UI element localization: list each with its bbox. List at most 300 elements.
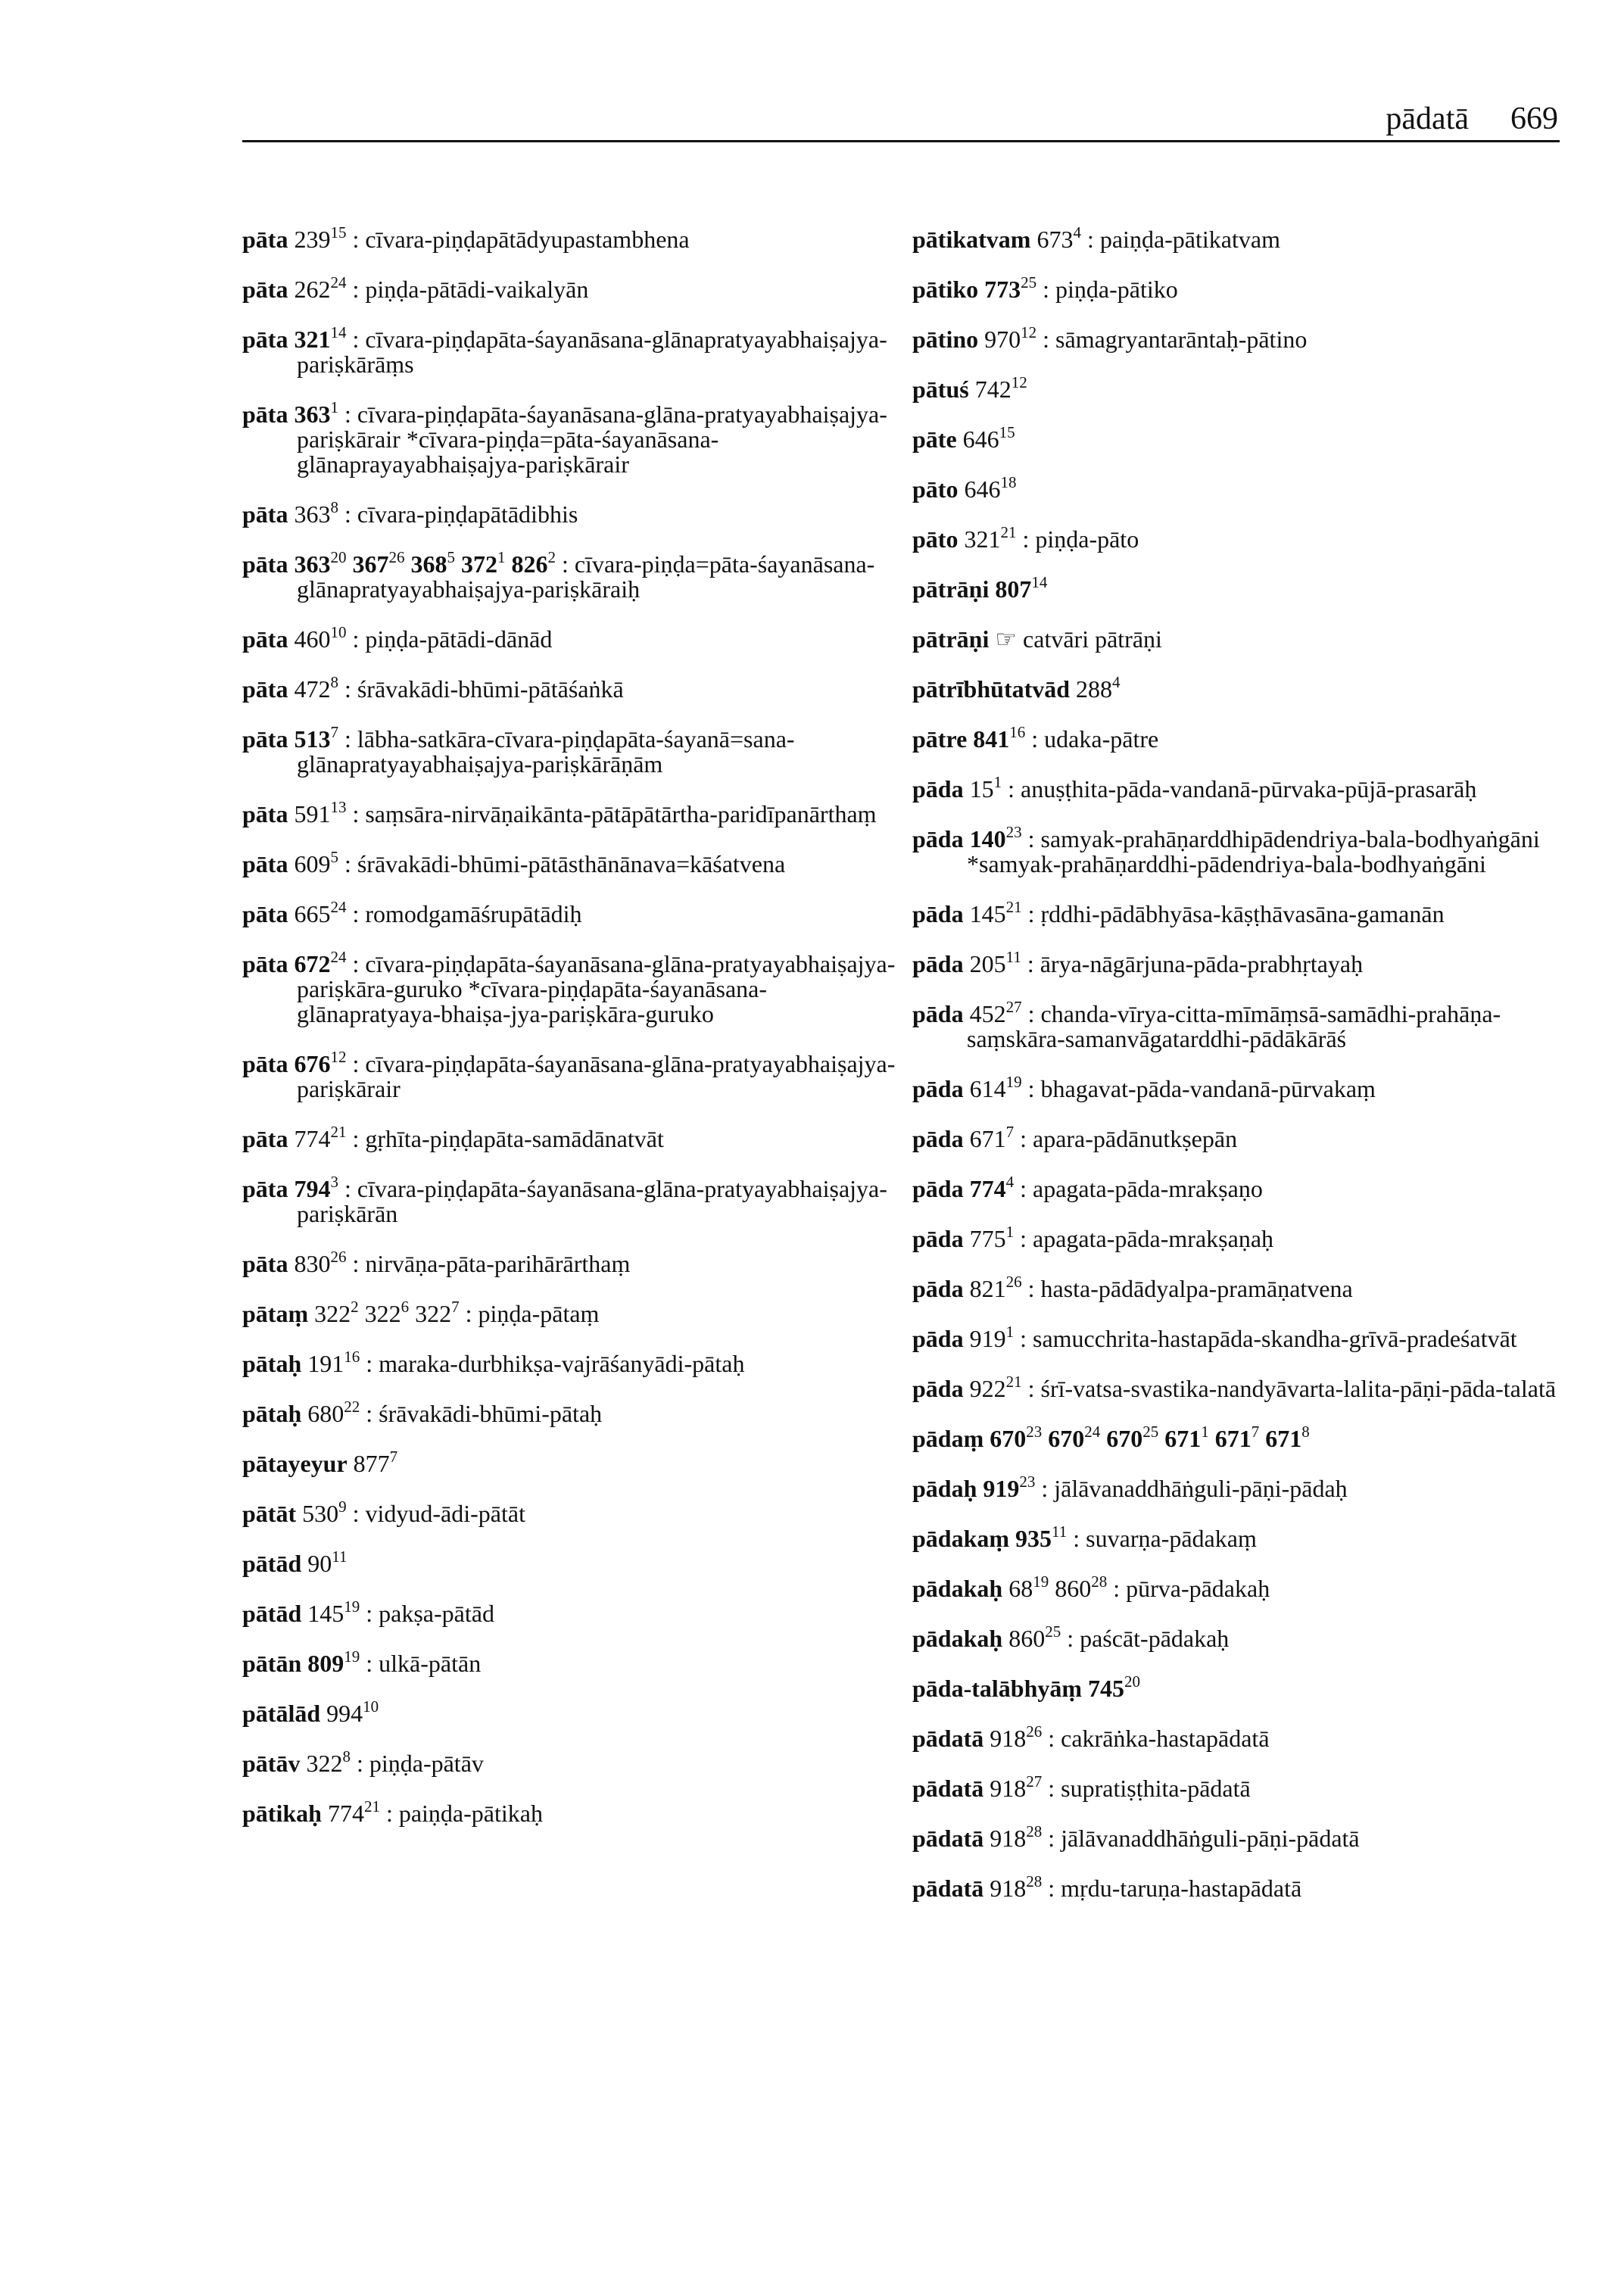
index-entry: pāda $671^7$ : apara-pādānutkṣepān: [912, 1123, 1238, 1152]
citation-text: piṇḍa-pātiko: [1055, 276, 1178, 303]
citation-text: ārya-nāgārjuna-pāda-prabhṛtayaḥ: [1040, 950, 1364, 977]
index-column-right: [912, 223, 1594, 1926]
citation-text: samyak-prahāṇarddhipādendriya-bala-bodhyaṅgāni *samyak-prahāṇarddhi-pādendriya-bala-bodhyaṅgāni: [967, 825, 1540, 877]
index-entry: [912, 373, 1594, 403]
line-number-superscript: 19: [1033, 1572, 1049, 1591]
citation-text: nirvāṇa-pāta-parihārārthaṃ: [365, 1250, 631, 1277]
index-entry: pādakaḥ $860^{25}$ : paścāt-pādakaḥ: [912, 1622, 1230, 1652]
line-number-superscript: 26: [1026, 1722, 1043, 1741]
citation-text: pakṣa-pātād: [379, 1600, 494, 1627]
headword: pāta: [242, 326, 288, 353]
headword: pāto: [912, 525, 959, 553]
line-number-superscript: 15: [330, 223, 347, 242]
headword: pāto: [912, 475, 959, 503]
citation-text: piṇḍa-pāto: [1035, 525, 1139, 553]
index-entry: pātaḥ $680^{22}$ : śrāvakādi-bhūmi-pātaḥ: [242, 1398, 603, 1427]
citation-text: cīvara-piṇḍapātādyupastambhena: [365, 226, 690, 253]
line-number-superscript: 19: [344, 1647, 360, 1666]
index-entry: [912, 1672, 1594, 1702]
index-entry: pāta $609^5$ : śrāvakādi-bhūmi-pātāsthānānava=kāśatvena: [242, 848, 786, 877]
citation-text: śrāvakādi-bhūmi-pātāśaṅkā: [357, 675, 624, 703]
headword: pātayeyur: [242, 1450, 348, 1477]
citation-text: pūrva-pādakaḥ: [1126, 1575, 1270, 1602]
citation-text: piṇḍa-pātādi-vaikalyān: [365, 276, 589, 303]
index-entry: pāta $262^{24}$ : piṇḍa-pātādi-vaikalyān: [242, 273, 589, 303]
line-number-superscript: 16: [344, 1348, 360, 1366]
index-entry: pāda $205^{11}$ : ārya-nāgārjuna-pāda-prabhṛtayaḥ: [912, 948, 1364, 977]
page-number: 669: [1510, 101, 1558, 136]
page-reference: $288^4$: [1076, 673, 1121, 703]
page-reference: $994^{10}$: [326, 1697, 379, 1727]
citation-text: cakrāṅka-hastapādatā: [1061, 1725, 1270, 1752]
index-entry: pāda $821^{26}$ : hasta-pādādyalpa-pramāṇatvena: [912, 1273, 1353, 1302]
headword: pādatā: [912, 1825, 984, 1852]
citation-text: cīvara-piṇḍapāta-śayanāsana-glāna-pratyayabhaiṣajya-pariṣkārair: [297, 1050, 896, 1102]
headword: pāta: [242, 1050, 288, 1077]
headword: pātaḥ: [242, 1400, 302, 1427]
citation-text: śrī-vatsa-svastika-nandyāvarta-lalita-pāṇi-pāda-talatā: [1040, 1375, 1557, 1402]
line-number-superscript: 13: [330, 798, 347, 816]
headword: pāta: [242, 625, 288, 653]
headword: pātrībhūtatvād: [912, 675, 1071, 703]
headword: pātikaḥ: [242, 1800, 322, 1827]
line-number-superscript: 24: [1084, 1423, 1101, 1441]
citation-text: chanda-vīrya-citta-mīmāṃsā-samādhi-prahāṇa-saṃskāra-samanvāgatarddhi-pādākārāś: [967, 1000, 1501, 1052]
index-entry: pātāv $322^8$ : piṇḍa-pātāv: [242, 1747, 484, 1777]
citation-text: sāmagryantarāntaḥ-pātino: [1055, 326, 1308, 353]
line-number-superscript: 11: [1005, 948, 1021, 966]
index-entry: [912, 473, 1594, 503]
headword: pāta: [242, 1250, 288, 1277]
index-entry: pādatā $918^{26}$ : cakrāṅka-hastapādatā: [912, 1722, 1270, 1752]
line-number-superscript: 7: [1251, 1423, 1260, 1441]
line-number-superscript: 23: [1019, 1473, 1036, 1491]
page-reference: $322^6$: [364, 1298, 410, 1327]
page-reference: $646^{18}$: [964, 473, 1017, 503]
citation-text: samucchrita-hastapāda-skandha-grīvā-pradeśatvāt: [1032, 1325, 1517, 1352]
line-number-superscript: 28: [1091, 1572, 1108, 1591]
index-entry: pāda $775^1$ : apagata-pāda-mrakṣaṇaḥ: [912, 1223, 1274, 1252]
headword: pāta: [242, 550, 288, 578]
headword: pāda: [912, 1075, 964, 1102]
line-number-superscript: 26: [330, 1248, 347, 1266]
line-number-superscript: 12: [330, 1048, 347, 1066]
page-header: [242, 95, 1560, 142]
index-entry: pātre $841^{16}$ : udaka-pātre: [912, 723, 1159, 753]
citation-text: ulkā-pātān: [379, 1650, 482, 1677]
page-reference: $321^{21}$: [964, 523, 1017, 553]
page-reference: $646^{15}$: [962, 423, 1015, 453]
line-number-superscript: 19: [1005, 1073, 1022, 1091]
citation-text: udaka-pātre: [1044, 725, 1159, 753]
line-number-superscript: 27: [1005, 998, 1022, 1016]
citation-text: cīvara-piṇḍapāta-śayanāsana-glānapratyayabhaiṣajya-pariṣkārāṃs: [297, 326, 887, 378]
page-reference: $919^{23}$: [983, 1473, 1036, 1502]
line-number-superscript: 8: [330, 498, 338, 516]
citation-text: romodgamāśrupātādiḥ: [365, 900, 582, 927]
index-entry: pāta $460^{10}$ : piṇḍa-pātādi-dānād: [242, 623, 553, 653]
headword: pātre: [912, 725, 968, 753]
line-number-superscript: 24: [330, 898, 347, 916]
index-entry: pāto $321^{21}$ : piṇḍa-pāto: [912, 523, 1139, 553]
line-number-superscript: 1: [1005, 1323, 1015, 1341]
headword: pāta: [242, 401, 288, 428]
headword: pāda: [912, 1275, 964, 1302]
page-reference: $673^4$: [1036, 223, 1081, 253]
headword: pātāv: [242, 1750, 301, 1777]
line-number-superscript: 20: [1124, 1672, 1141, 1691]
line-number-superscript: 25: [1045, 1622, 1061, 1641]
index-entry: pādaḥ $919^{23}$ : jālāvanaddhāṅguli-pāṇi-pādaḥ: [912, 1473, 1348, 1502]
line-number-superscript: 26: [1005, 1273, 1022, 1291]
page-reference: $367^{26}$: [352, 548, 405, 578]
index-entry: pātikatvam $673^4$ : paiṇḍa-pātikatvam: [912, 223, 1280, 253]
line-number-superscript: 12: [1011, 373, 1027, 391]
headword: pātaḥ: [242, 1350, 302, 1377]
line-number-superscript: 7: [389, 1448, 398, 1466]
index-entry: pāta $513^7$ : lābha-satkāra-cīvara-piṇḍapāta-śayanā=sana-glānapratyayabhaiṣajya-pariṣkārāṇām: [242, 723, 795, 778]
line-number-superscript: 18: [1000, 473, 1017, 491]
citation-text: maraka-durbhikṣa-vajrāśanyādi-pātaḥ: [379, 1350, 745, 1377]
headword: pāta: [242, 276, 288, 303]
citation-text: śrāvakādi-bhūmi-pātāsthānānava=kāśatvena: [357, 850, 786, 877]
headword: pāta: [242, 1125, 288, 1152]
line-number-superscript: 6: [401, 1298, 410, 1316]
citation-text: piṇḍa-pātāv: [369, 1750, 484, 1777]
page-reference: $262^{24}$: [294, 273, 347, 303]
index-entry: pādakaḥ $68^{19}$ $860^{28}$ : pūrva-pādakaḥ: [912, 1572, 1270, 1602]
page-reference: $918^{26}$: [990, 1722, 1043, 1752]
page-reference: $841^{16}$: [973, 723, 1026, 753]
index-entry: pāta $591^{13}$ : saṃsāra-nirvāṇaikānta-pātāpātārtha-paridīpanārthaṃ: [242, 798, 877, 828]
citation-text: cīvara-piṇḍapātādibhis: [357, 500, 578, 528]
line-number-superscript: 24: [330, 948, 347, 966]
page-reference: $15^1$: [969, 773, 1002, 803]
line-number-superscript: 23: [1026, 1423, 1043, 1441]
headword: pādakaḥ: [912, 1625, 1003, 1652]
page-reference: $460^{10}$: [294, 623, 347, 653]
pointing-hand-icon: ☞: [995, 625, 1018, 653]
line-number-superscript: 25: [1142, 1423, 1159, 1441]
line-number-superscript: 15: [999, 423, 1015, 441]
headword: pāta: [242, 675, 288, 703]
citation-text: piṇḍa-pātaṃ: [478, 1300, 600, 1327]
index-entry: [242, 1697, 909, 1727]
page-reference: $368^5$: [410, 548, 455, 578]
headword: pātān: [242, 1650, 302, 1677]
index-entry: pāda $15^1$ : anuṣṭhita-pāda-vandanā-pūrvaka-pūjā-prasarāḥ: [912, 773, 1477, 803]
page-reference: $821^{26}$: [969, 1273, 1022, 1302]
index-entry: [912, 423, 1594, 453]
index-entry: pātino $970^{12}$ : sāmagryantarāntaḥ-pātino: [912, 323, 1308, 353]
index-entry: pātād $145^{19}$ : pakṣa-pātād: [242, 1597, 494, 1627]
page-reference: $530^9$: [302, 1498, 347, 1527]
line-number-superscript: 1: [1201, 1423, 1209, 1441]
page-reference: $239^{15}$: [294, 223, 347, 253]
page-reference: $807^{14}$: [995, 573, 1048, 603]
headword: pātād: [242, 1550, 302, 1577]
citation-text: jālāvanaddhāṅguli-pāṇi-pādaḥ: [1054, 1475, 1348, 1502]
index-entry: pāta $472^8$ : śrāvakādi-bhūmi-pātāśaṅkā: [242, 673, 624, 703]
headword: pāta: [242, 950, 288, 977]
page-reference: $922^{21}$: [969, 1373, 1022, 1402]
citation-text: vidyud-ādi-pātāt: [365, 1500, 525, 1527]
page-reference: $918^{28}$: [990, 1872, 1043, 1902]
headword: pātād: [242, 1600, 302, 1627]
page-reference: $671^8$: [1265, 1423, 1310, 1452]
page-reference: $794^3$: [294, 1173, 338, 1202]
headword: pātaṃ: [242, 1300, 309, 1327]
line-number-superscript: 1: [993, 773, 1002, 791]
headword: pāda: [912, 1375, 964, 1402]
page-reference: $322^2$: [314, 1298, 359, 1327]
page-reference: $145^{21}$: [969, 898, 1022, 927]
index-entry: pāta $321^{14}$ : cīvara-piṇḍapāta-śayanāsana-glānapratyayabhaiṣajya-pariṣkārāṃs: [242, 323, 887, 378]
line-number-superscript: 8: [330, 673, 338, 691]
index-entry: [242, 1448, 909, 1477]
index-entry: pāda $140^{23}$ : samyak-prahāṇarddhipādendriya-bala-bodhyaṅgāni *samyak-prahāṇarddhi-pādendriya-bala-bodhyaṅgāni: [912, 823, 1540, 877]
index-entry: [912, 627, 1594, 652]
citation-text: jālāvanaddhāṅguli-pāṇi-pādatā: [1061, 1825, 1360, 1852]
page-reference: $671^1$: [1164, 1423, 1209, 1452]
index-entry: pātikaḥ $774^{21}$ : paiṇḍa-pātikaḥ: [242, 1797, 543, 1827]
citation-text: apagata-pāda-mrakṣaṇo: [1032, 1175, 1263, 1202]
running-head: pādatā: [1386, 101, 1469, 136]
line-number-superscript: 14: [330, 323, 347, 341]
headword: pātrāṇi: [912, 625, 990, 653]
citation-text: gṛhīta-piṇḍapāta-samādānatvāt: [365, 1125, 664, 1152]
index-entry: [242, 1548, 909, 1577]
index-entry: pāta $665^{24}$ : romodgamāśrupātādiḥ: [242, 898, 582, 927]
headword: pāta: [242, 850, 288, 877]
index-column-left: [242, 223, 909, 1851]
page-reference: $591^{13}$: [294, 798, 347, 828]
citation-text: paiṇḍa-pātikatvam: [1099, 226, 1280, 253]
line-number-superscript: 19: [344, 1597, 360, 1616]
index-entry: pāta $672^{24}$ : cīvara-piṇḍapāta-śayanāsana-glāna-pratyayabhaiṣajya-pariṣkāra-guruko *cīvara-piṇḍapāta-śayanāsana-glānapratyaya-bhaiṣa-jya-pariṣkāra-guruko: [242, 948, 896, 1027]
citation-text: bhagavat-pāda-vandanā-pūrvakaṃ: [1040, 1075, 1376, 1102]
line-number-superscript: 26: [388, 548, 405, 566]
page-reference: $860^{28}$: [1055, 1572, 1108, 1602]
page-reference: $670^{23}$: [990, 1423, 1043, 1452]
line-number-superscript: 1: [497, 548, 506, 566]
page-reference: $919^1$: [969, 1323, 1015, 1352]
index-entry: pādatā $918^{28}$ : jālāvanaddhāṅguli-pāṇi-pādatā: [912, 1822, 1360, 1852]
headword: pāda: [912, 950, 964, 977]
citation-text: ṛddhi-pādābhyāsa-kāṣṭhāvasāna-gamanān: [1040, 900, 1445, 927]
index-entry: pāta $363^1$ : cīvara-piṇḍapāta-śayanāsana-glāna-pratyayabhaiṣajya-pariṣkārair *cīvara-piṇḍa=pāta-śayanāsana-glānaprayayabhaiṣajya-pariṣkārair: [242, 398, 887, 478]
line-number-superscript: 27: [1026, 1772, 1043, 1791]
citation-text: cīvara-piṇḍapāta-śayanāsana-glāna-pratyayabhaiṣajya-pariṣkārān: [297, 1175, 887, 1227]
headword: pātrāṇi: [912, 575, 990, 603]
headword: pāta: [242, 226, 288, 253]
page-reference: $774^{21}$: [294, 1123, 347, 1152]
line-number-superscript: 7: [330, 723, 338, 741]
page-reference: $676^{12}$: [294, 1048, 347, 1077]
index-entry: pāta $363^{20}$ $367^{26}$ $368^5$ $372^1$ $826^2$ : cīvara-piṇḍa=pāta-śayanāsana-glānapratyayabhaiṣajya-pariṣkāraiḥ: [242, 548, 875, 603]
index-entry: pātaḥ $191^{16}$ : maraka-durbhikṣa-vajrāśanyādi-pātaḥ: [242, 1348, 745, 1377]
page-reference: $145^{19}$: [307, 1597, 360, 1627]
line-number-superscript: 3: [330, 1173, 338, 1191]
headword: pātino: [912, 326, 979, 353]
citation-text: anuṣṭhita-pāda-vandanā-pūrvaka-pūjā-prasarāḥ: [1020, 775, 1477, 803]
page-reference: $322^8$: [306, 1747, 351, 1777]
citation-text: apagata-pāda-mrakṣaṇaḥ: [1032, 1225, 1274, 1252]
line-number-superscript: 21: [330, 1123, 347, 1141]
line-number-superscript: 10: [363, 1697, 379, 1716]
page-reference: $472^8$: [294, 673, 338, 703]
index-entry: pāta $676^{12}$ : cīvara-piṇḍapāta-śayanāsana-glāna-pratyayabhaiṣajya-pariṣkārair: [242, 1048, 896, 1102]
page-reference: $191^{16}$: [307, 1348, 360, 1377]
page-reference: $372^1$: [460, 548, 506, 578]
index-entry: pādatā $918^{28}$ : mṛdu-taruṇa-hastapādatā: [912, 1872, 1302, 1902]
line-number-superscript: 8: [1301, 1423, 1310, 1441]
line-number-superscript: 12: [1021, 323, 1037, 341]
citation-text: supratiṣṭhita-pādatā: [1061, 1775, 1251, 1802]
line-number-superscript: 21: [1005, 1373, 1022, 1391]
page-reference: $140^{23}$: [969, 823, 1022, 852]
index-entry: pādakaṃ $935^{11}$ : suvarṇa-pādakaṃ: [912, 1523, 1257, 1552]
citation-text: paścāt-pādakaḥ: [1080, 1625, 1230, 1652]
citation-text: lābha-satkāra-cīvara-piṇḍapāta-śayanā=sana-glānapratyayabhaiṣajya-pariṣkārāṇām: [297, 725, 795, 778]
page-reference: $609^5$: [294, 848, 338, 877]
line-number-superscript: 5: [447, 548, 455, 566]
headword: pātālād: [242, 1700, 321, 1727]
index-entry: pāda $145^{21}$ : ṛddhi-pādābhyāsa-kāṣṭhāvasāna-gamanān: [912, 898, 1445, 927]
line-number-superscript: 23: [1005, 823, 1022, 841]
line-number-superscript: 21: [1000, 523, 1017, 541]
index-entry: pāta $774^{21}$ : gṛhīta-piṇḍapāta-samādānatvāt: [242, 1123, 664, 1152]
index-entry: pāda $774^4$ : apagata-pāda-mrakṣaṇo: [912, 1173, 1263, 1202]
headword: pādatā: [912, 1725, 984, 1752]
line-number-superscript: 1: [1005, 1223, 1015, 1241]
citation-text: saṃsāra-nirvāṇaikānta-pātāpātārtha-paridīpanārthaṃ: [365, 800, 877, 828]
page-reference: $809^{19}$: [307, 1647, 360, 1677]
line-number-superscript: 7: [1005, 1123, 1015, 1141]
headword: pāda: [912, 1125, 964, 1152]
line-number-superscript: 21: [363, 1797, 380, 1816]
page-reference: $205^{11}$: [969, 948, 1021, 977]
page-reference: $680^{22}$: [307, 1398, 360, 1427]
line-number-superscript: 1: [330, 398, 338, 416]
headword: pāda: [912, 1175, 964, 1202]
line-number-superscript: 4: [1073, 223, 1081, 242]
index-entry: pātān $809^{19}$ : ulkā-pātān: [242, 1647, 482, 1677]
citation-text: śrāvakādi-bhūmi-pātaḥ: [379, 1400, 603, 1427]
line-number-superscript: 16: [1009, 723, 1026, 741]
page-reference: $970^{12}$: [984, 323, 1037, 353]
page-reference: $670^{25}$: [1106, 1423, 1159, 1452]
page-reference: $68^{19}$: [1008, 1572, 1049, 1602]
index-entry: [912, 673, 1594, 703]
index-entry: pātaṃ $322^2$ $322^6$ $322^7$ : piṇḍa-pātaṃ: [242, 1298, 600, 1327]
page-reference: $918^{28}$: [990, 1822, 1043, 1852]
line-number-superscript: 22: [344, 1398, 360, 1416]
line-number-superscript: 25: [1021, 273, 1037, 291]
page-reference: $672^{24}$: [294, 948, 347, 977]
index-entry: pātāt $530^9$ : vidyud-ādi-pātāt: [242, 1498, 525, 1527]
page-reference: $773^{25}$: [984, 273, 1037, 303]
line-number-superscript: 9: [338, 1498, 347, 1516]
headword: pāda: [912, 1225, 964, 1252]
citation-text: catvāri pātrāṇi: [1023, 625, 1162, 653]
headword: pādatā: [912, 1875, 984, 1902]
page-reference: $614^{19}$: [969, 1073, 1022, 1102]
citation-text: piṇḍa-pātādi-dānād: [365, 625, 553, 653]
index-entry: [912, 1423, 1594, 1452]
index-entry: pāda $452^{27}$ : chanda-vīrya-citta-mīmāṃsā-samādhi-prahāṇa-saṃskāra-samanvāgatarddhi-pādākārāś: [912, 998, 1501, 1052]
headword: pāda: [912, 775, 964, 803]
page-reference: $935^{11}$: [1015, 1523, 1068, 1552]
headword: pāda: [912, 825, 964, 852]
line-number-superscript: 28: [1026, 1872, 1043, 1890]
line-number-superscript: 2: [547, 548, 556, 566]
headword: pādaḥ: [912, 1475, 977, 1502]
page-reference: $670^{24}$: [1048, 1423, 1101, 1452]
index-entry: pāta $363^8$ : cīvara-piṇḍapātādibhis: [242, 498, 578, 528]
citation-text: hasta-pādādyalpa-pramāṇatvena: [1040, 1275, 1353, 1302]
line-number-superscript: 4: [1112, 673, 1121, 691]
page-reference: $918^{27}$: [990, 1772, 1043, 1802]
page-reference: $826^2$: [511, 548, 556, 578]
headword: pādaṃ: [912, 1425, 984, 1452]
page-reference: $363^1$: [294, 398, 338, 428]
page-reference: $322^7$: [415, 1298, 460, 1327]
line-number-superscript: 20: [330, 548, 347, 566]
page-reference: $745^{20}$: [1088, 1672, 1141, 1702]
page-reference: $774^{21}$: [327, 1797, 380, 1827]
line-number-superscript: 21: [1005, 898, 1022, 916]
citation-text: apara-pādānutkṣepān: [1032, 1125, 1238, 1152]
line-number-superscript: 11: [332, 1548, 348, 1566]
page-reference: $513^7$: [294, 723, 338, 753]
headword: pāta: [242, 1175, 288, 1202]
index-entry: pāta $794^3$ : cīvara-piṇḍapāta-śayanāsana-glāna-pratyayabhaiṣajya-pariṣkārān: [242, 1173, 887, 1227]
citation-text: mṛdu-taruṇa-hastapādatā: [1061, 1875, 1302, 1902]
line-number-superscript: 10: [330, 623, 347, 641]
headword: pāda: [912, 1325, 964, 1352]
citation-text: paiṇḍa-pātikaḥ: [398, 1800, 543, 1827]
line-number-superscript: 28: [1026, 1822, 1043, 1840]
index-entry: pāta $830^{26}$ : nirvāṇa-pāta-parihārārthaṃ: [242, 1248, 631, 1277]
page-reference: $860^{25}$: [1008, 1622, 1061, 1652]
line-number-superscript: 7: [451, 1298, 460, 1316]
page-reference: $671^7$: [1214, 1423, 1260, 1452]
index-entry: pāda $919^1$ : samucchrita-hastapāda-skandha-grīvā-pradeśatvāt: [912, 1323, 1517, 1352]
line-number-superscript: 11: [1052, 1523, 1068, 1541]
page-reference: $90^{11}$: [307, 1548, 348, 1577]
page-reference: $830^{26}$: [294, 1248, 347, 1277]
headword: pāda: [912, 1000, 964, 1027]
headword: pāta: [242, 800, 288, 828]
citation-text: cīvara-piṇḍapāta-śayanāsana-glāna-pratyayabhaiṣajya-pariṣkāra-guruko *cīvara-piṇḍapāta-śayanāsana-glānapratyaya-bhaiṣa-jya-pariṣkāra-guruko: [297, 950, 896, 1027]
headword: pāda: [912, 900, 964, 927]
headword: pāta: [242, 900, 288, 927]
line-number-superscript: 2: [351, 1298, 359, 1316]
index-entry: pāda $922^{21}$ : śrī-vatsa-svastika-nandyāvarta-lalita-pāṇi-pāda-talatā: [912, 1373, 1557, 1402]
page-reference: $363^{20}$: [294, 548, 347, 578]
index-entry: pāda $614^{19}$ : bhagavat-pāda-vandanā-pūrvakaṃ: [912, 1073, 1376, 1102]
headword: pāta: [242, 725, 288, 753]
line-number-superscript: 24: [330, 273, 347, 291]
headword: pādakaṃ: [912, 1525, 1010, 1552]
headword: pādatā: [912, 1775, 984, 1802]
line-number-superscript: 8: [342, 1747, 351, 1766]
page-reference: $363^8$: [294, 498, 338, 528]
line-number-superscript: 4: [1005, 1173, 1015, 1191]
page-reference: $452^{27}$: [969, 998, 1022, 1027]
headword: pāta: [242, 500, 288, 528]
